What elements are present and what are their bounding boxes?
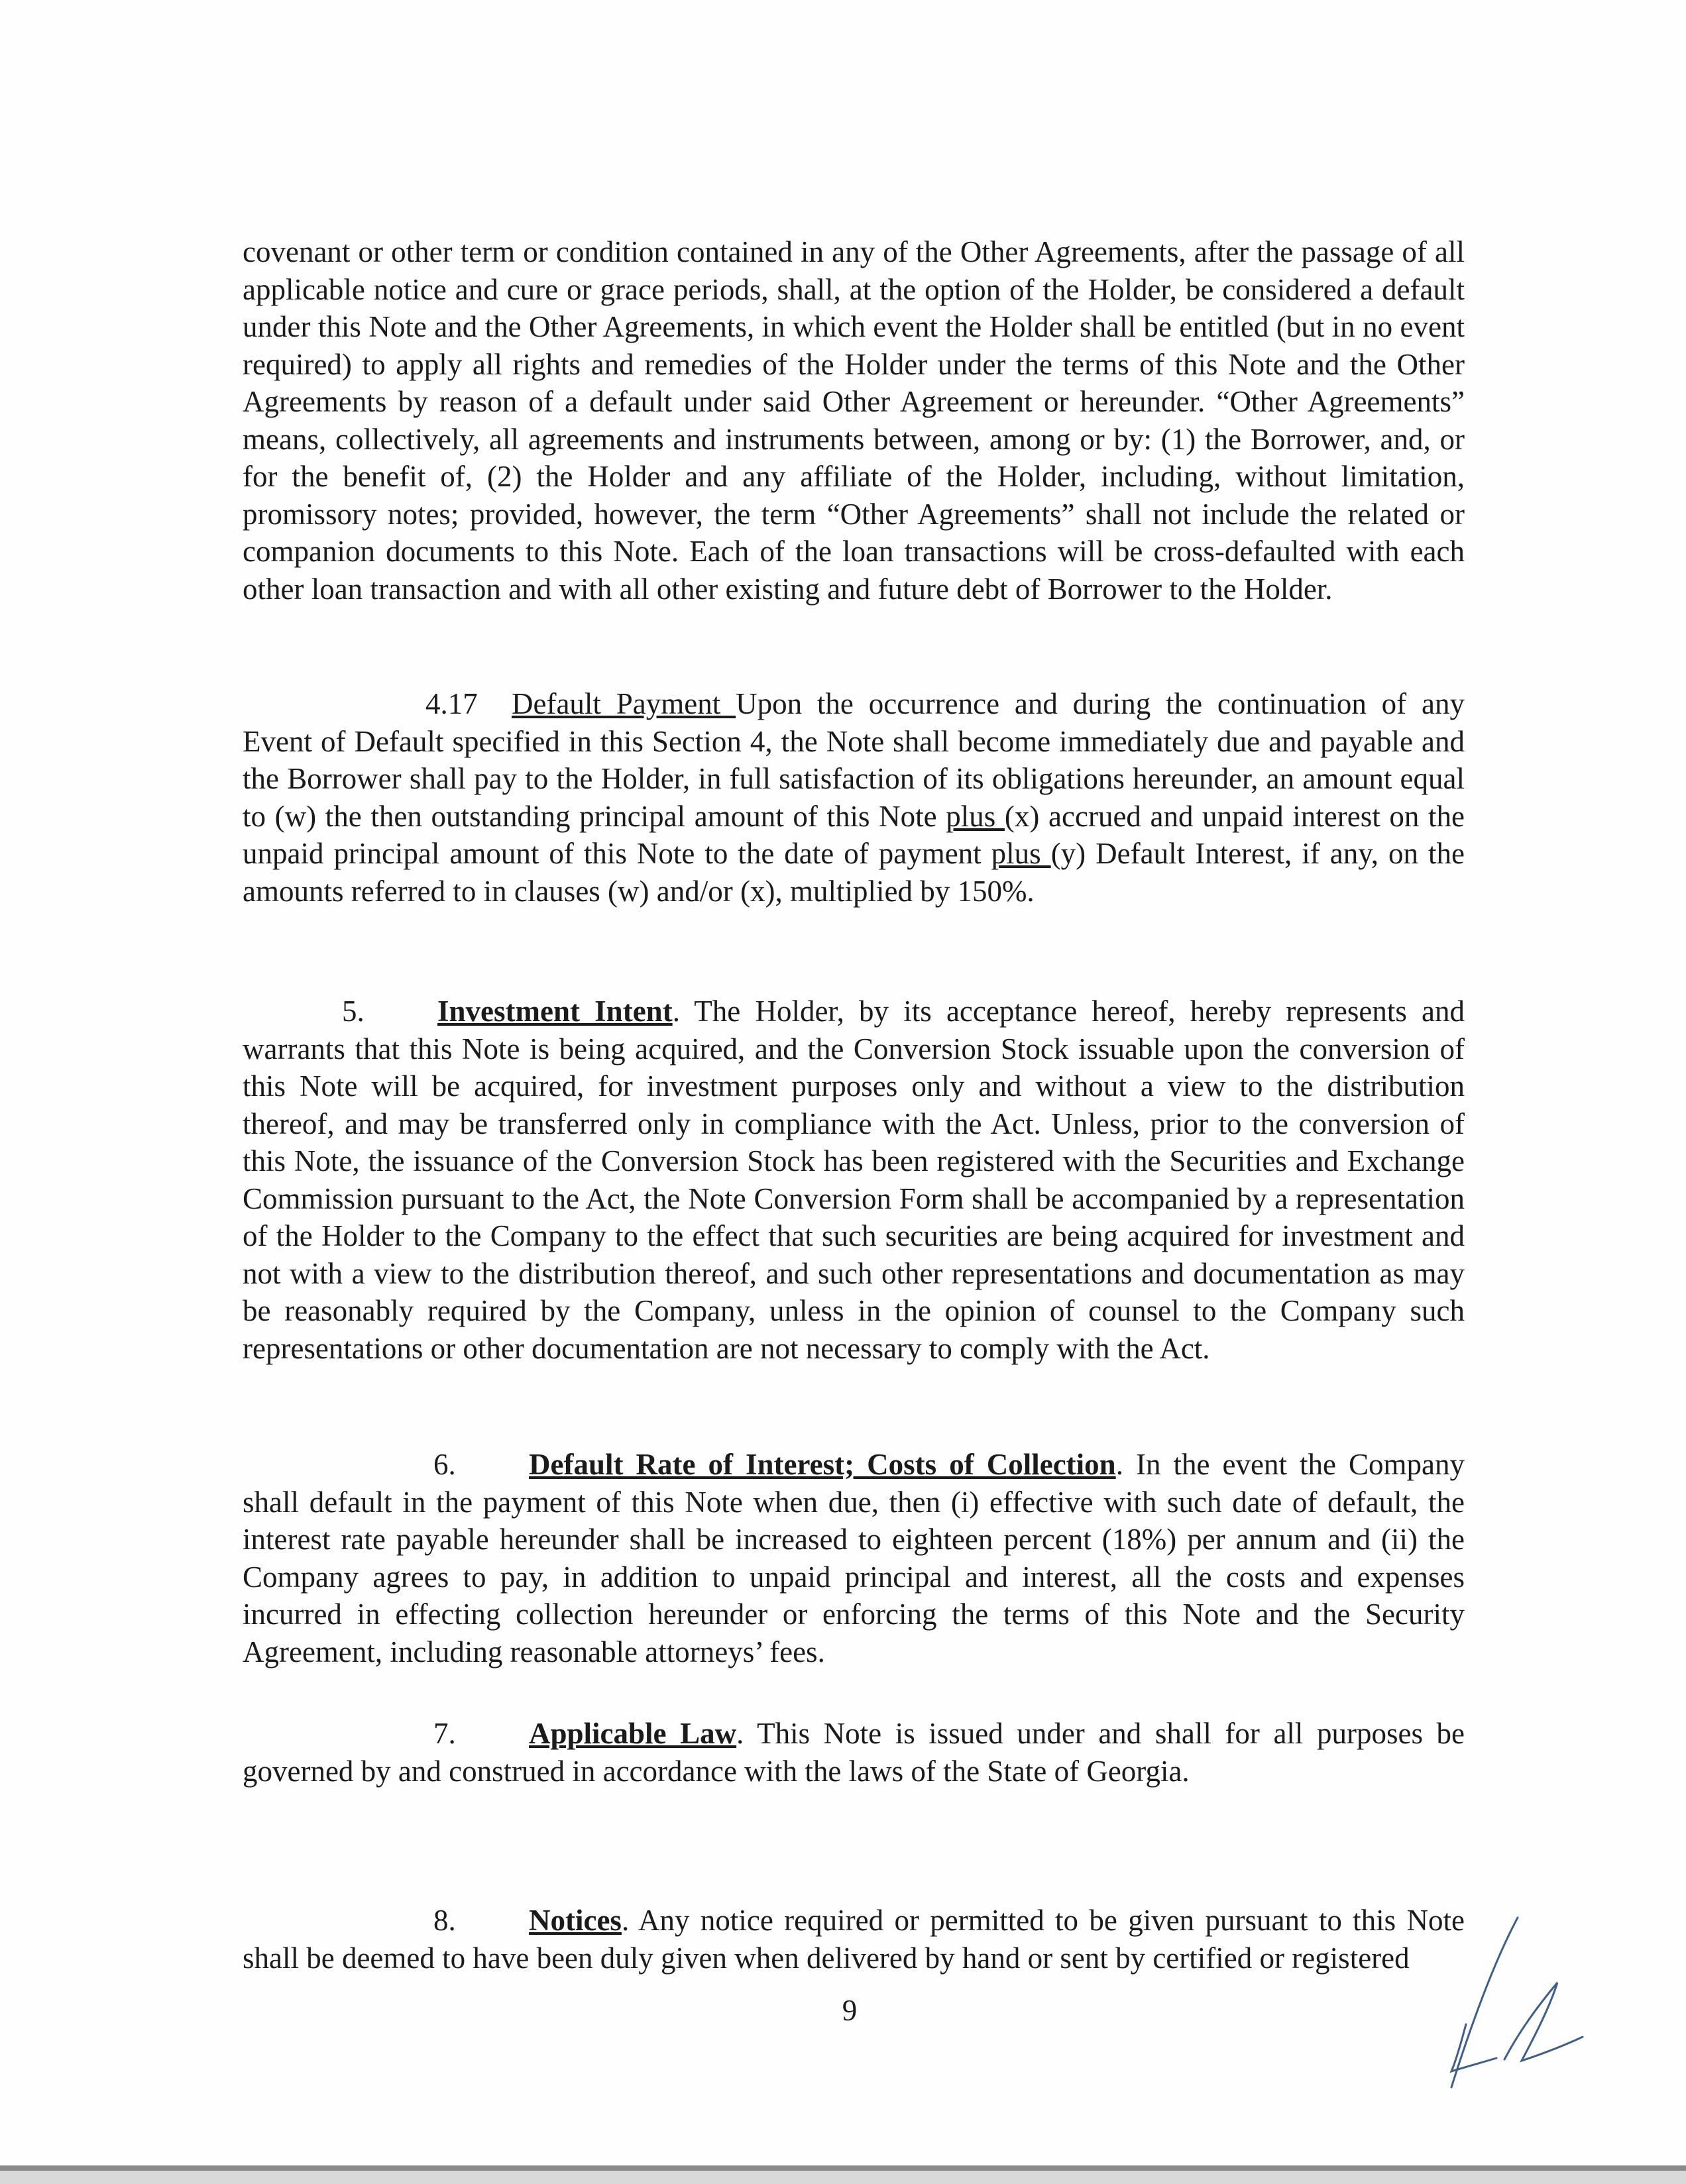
section-4-17-number: 4.17 [425, 687, 478, 720]
scan-edge-line [0, 2165, 1686, 2171]
section-4-17-text-c: (y) Default Interest, if any, on the amounts referred to in clauses (w) and/or (x), multiplied by 150%. [243, 837, 1465, 908]
section-6-heading: Default Rate of Interest; Costs of Collection [529, 1448, 1116, 1481]
plus-term-2: plus [991, 837, 1051, 870]
cross-default-text: covenant or other term or condition contained in any of the Other Agreements, after the passage of all applicable notice and cure or grace periods, shall, at the option of the Holder, be considered a default under this Note and the Other Agreements, in which event the Holder shall be entitled (but in no event required) to apply all rights and remedies of the Holder under the terms of this Note and the Other Agreements by reason of a default under said Other Agreement or hereunder. “Other Agreements” means, collectively, all agreements and instruments between, among or by: (1) the Borrower, and, or for the benefit of, (2) the Holder and any affiliate of the Holder, including, without limitation, promissory notes; provided, however, the term “Other Agreements” shall not include the related or companion documents to this Note. Each of the loan transactions will be cross-defaulted with each other loan transaction and with all other existing and future debt of Borrower to the Holder. [243, 235, 1465, 606]
section-8-text: . Any notice required or permitted to be given pursuant to this Note shall be deemed to have been duly given when delivered by hand or sent by certified or registered [243, 1904, 1465, 1975]
section-6 [243, 1446, 1465, 1670]
section-8-heading: Notices [529, 1904, 622, 1937]
section-4-17 [243, 685, 1465, 910]
section-4-17-heading: Default Payment [512, 687, 736, 720]
plus-term-1: plus [946, 799, 1005, 833]
section-5-number: 5. [342, 995, 365, 1028]
section-8-number: 8. [433, 1904, 456, 1937]
section-7-paragraph [243, 1715, 1465, 1790]
section-8 [243, 1902, 1465, 1977]
section-4-17-text-a: Upon the occurrence and during the continuation of any Event of Default specified in this Section 4, the Note shall become immediately due and payable and the Borrower shall pay to the Holder, in full satisfaction of its obligations hereunder, an amount equal to (w) the then outstanding principal amount of this Note [243, 687, 1465, 833]
section-6-paragraph [243, 1446, 1465, 1670]
section-4-17-text-b: (x) accrued and unpaid interest on the unpaid principal amount of this Note to the date of payment [243, 799, 1465, 870]
section-7 [243, 1715, 1465, 1790]
paragraph-cross-default [243, 233, 1465, 608]
section-6-number: 6. [433, 1448, 456, 1481]
section-7-text: . This Note is issued under and shall for all purposes be governed by and construed in accordance with the laws of the State of Georgia. [243, 1717, 1465, 1788]
section-7-number: 7. [433, 1717, 456, 1750]
scan-edge-shade [0, 2171, 1686, 2184]
page-number: 9 [842, 1994, 858, 2027]
section-5-heading: Investment Intent [437, 995, 673, 1028]
section-7-heading: Applicable Law [529, 1717, 737, 1750]
section-8-paragraph [243, 1902, 1465, 1977]
section-4-17-paragraph [243, 685, 1465, 910]
initials-signature [1405, 1908, 1604, 2094]
section-6-text: . In the event the Company shall default in the payment of this Note when due, then (i) effective with such date of default, the interest rate payable hereunder shall be increased to eighteen percent (18%) per annum and (ii) the Company agrees to pay, in addition to unpaid principal and interest, all the costs and expenses incurred in effecting collection hereunder or enforcing the terms of this Note and the Security Agreement, including reasonable attorneys’ fees. [243, 1448, 1465, 1668]
section-5-text: . The Holder, by its acceptance hereof, hereby represents and warrants that this Note is being acquired, and the Conversion Stock issuable upon the conversion of this Note will be acquired, for investment purposes only and without a view to the distribution thereof, and may be transferred only in compliance with the Act. Unless, prior to the conversion of this Note, the issuance of the Conversion Stock has been registered with the Securities and Exchange Commission pursuant to the Act, the Note Conversion Form shall be accompanied by a representation of the Holder to the Company to the effect that such securities are being acquired for investment and not with a view to the distribution thereof, and such other representations and documentation as may be reasonably required by the Company, unless in the opinion of counsel to the Company such representations or other documentation are not necessary to comply with the Act. [243, 995, 1465, 1365]
section-5 [243, 993, 1465, 1367]
section-5-paragraph [243, 993, 1465, 1367]
